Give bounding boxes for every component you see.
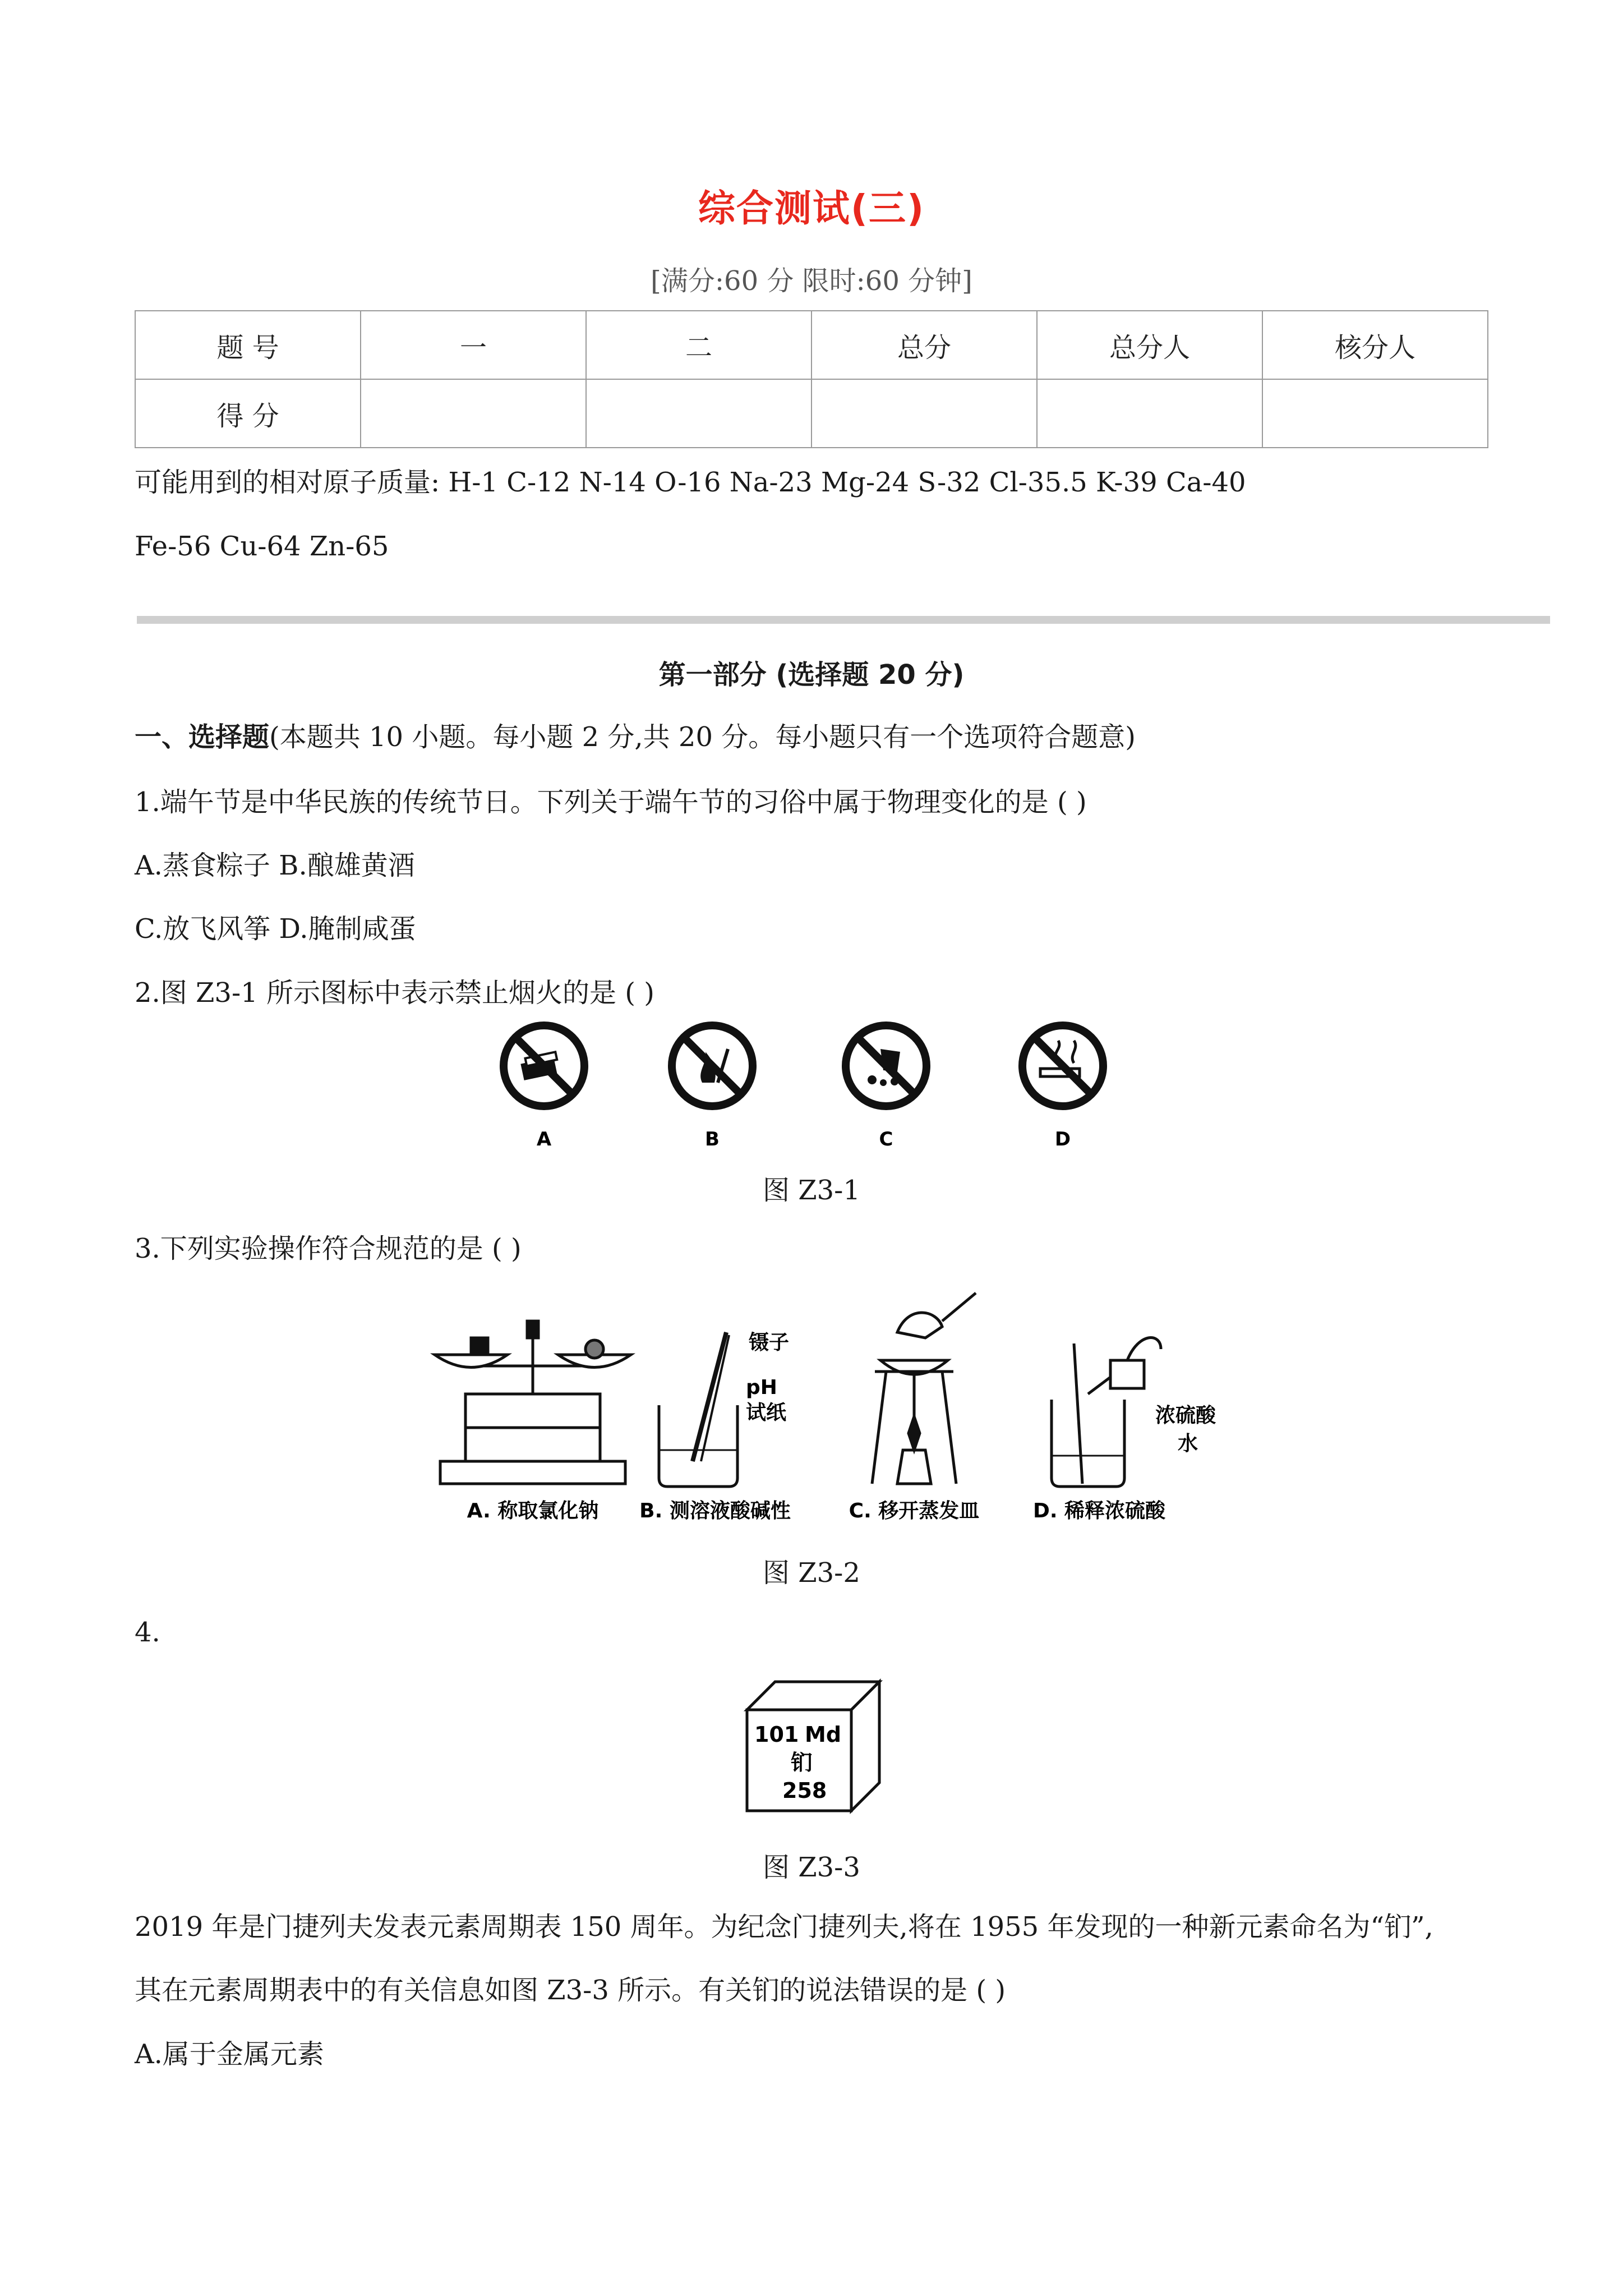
- option-label-d: D. 稀释浓硫酸: [1032, 1499, 1166, 1522]
- score-input-cell[interactable]: [1037, 379, 1262, 448]
- divider: [137, 616, 1550, 624]
- tweezers-label: 镊子: [749, 1331, 790, 1354]
- dilute-acid-icon: [1052, 1338, 1161, 1487]
- sign-d-icon: [1022, 1025, 1103, 1106]
- question-1-stem: 1.端午节是中华民族的传统节日。下列关于端午节的习俗中属于物理变化的是 ( ): [135, 786, 1087, 818]
- atomic-masses-line1: 可能用到的相对原子质量: H-1 C-12 N-14 O-16 Na-23 Mg-24 S-32 Cl-35.5 K-39 Ca-40: [135, 467, 1246, 498]
- sign-b-icon: [672, 1025, 753, 1106]
- ph-label: pH: [746, 1376, 777, 1399]
- table-cell: 题 号: [135, 311, 361, 379]
- part-heading: 第一部分 (选择题 20 分): [658, 659, 965, 691]
- table-cell: 总分: [811, 311, 1037, 379]
- evaporating-dish-icon: [872, 1293, 976, 1484]
- score-input-cell[interactable]: [361, 379, 586, 448]
- beaker-tweezers-icon: [659, 1332, 737, 1487]
- sign-label-a: A: [536, 1128, 552, 1151]
- table-row: [135, 379, 1488, 448]
- sign-label-b: B: [705, 1128, 720, 1151]
- sign-a-icon: [504, 1025, 584, 1106]
- question-4-option-a: A.属于金属元素: [135, 2039, 324, 2070]
- question-4-stem-line1: 2019 年是门捷列夫发表元素周期表 150 周年。为纪念门捷列夫,将在 1955 年发现的一种新元素命名为“钔”,: [135, 1911, 1433, 1943]
- prohibition-signs-figure: [482, 1021, 1144, 1161]
- score-table: [135, 310, 1488, 448]
- table-row: [135, 311, 1488, 379]
- section-heading: [135, 720, 1136, 754]
- exam-meta: [满分:60 分 限时:60 分钟]: [651, 265, 972, 297]
- test-paper-label: 试纸: [746, 1401, 787, 1424]
- water-label: 水: [1178, 1432, 1198, 1455]
- score-input-cell[interactable]: [811, 379, 1037, 448]
- question-1-options-cd: C.放飞风筝 D.腌制咸蛋: [135, 913, 416, 945]
- element-symbol: Md: [805, 1722, 842, 1747]
- table-cell: 总分人: [1037, 311, 1262, 379]
- atomic-masses-line2: Fe-56 Cu-64 Zn-65: [135, 531, 389, 562]
- table-cell: 一: [361, 311, 586, 379]
- section-title: 一、选择题: [135, 721, 270, 753]
- sign-c-icon: [846, 1025, 926, 1106]
- sign-label-c: C: [879, 1128, 893, 1151]
- option-label-b: B. 测溶液酸碱性: [639, 1499, 791, 1522]
- concentrated-acid-label: 浓硫酸: [1155, 1404, 1216, 1427]
- figure-caption-z3-1: 图 Z3-1: [763, 1175, 860, 1206]
- sign-label-d: D: [1054, 1128, 1071, 1151]
- figure-caption-z3-3: 图 Z3-3: [763, 1852, 860, 1883]
- question-4-number: 4.: [135, 1617, 160, 1648]
- question-3-stem: 3.下列实验操作符合规范的是 ( ): [135, 1233, 522, 1264]
- question-2-stem: 2.图 Z3-1 所示图标中表示禁止烟火的是 ( ): [135, 977, 654, 1009]
- table-cell: 二: [586, 311, 811, 379]
- question-1-options-ab: A.蒸食粽子 B.酿雄黄酒: [135, 850, 415, 881]
- question-4-stem-line2: 其在元素周期表中的有关信息如图 Z3-3 所示。有关钔的说法错误的是 ( ): [135, 1975, 1006, 2006]
- element-name: 钔: [791, 1750, 813, 1775]
- table-cell: 得 分: [135, 379, 361, 448]
- page-title: 综合测试(三): [698, 187, 925, 230]
- figure-caption-z3-2: 图 Z3-2: [763, 1557, 860, 1589]
- balance-icon: [435, 1321, 631, 1484]
- element-card-figure: [740, 1677, 886, 1818]
- table-cell: 核分人: [1262, 311, 1488, 379]
- lab-operations-figure: [432, 1282, 1216, 1529]
- score-input-cell[interactable]: [1262, 379, 1488, 448]
- score-input-cell[interactable]: [586, 379, 811, 448]
- option-label-c: C. 移开蒸发皿: [849, 1499, 980, 1522]
- element-atomic-number: 101: [754, 1722, 799, 1747]
- element-mass: 258: [782, 1778, 827, 1803]
- section-note: (本题共 10 小题。每小题 2 分,共 20 分。每小题只有一个选项符合题意): [269, 721, 1136, 753]
- option-label-a: A. 称取氯化钠: [467, 1499, 599, 1522]
